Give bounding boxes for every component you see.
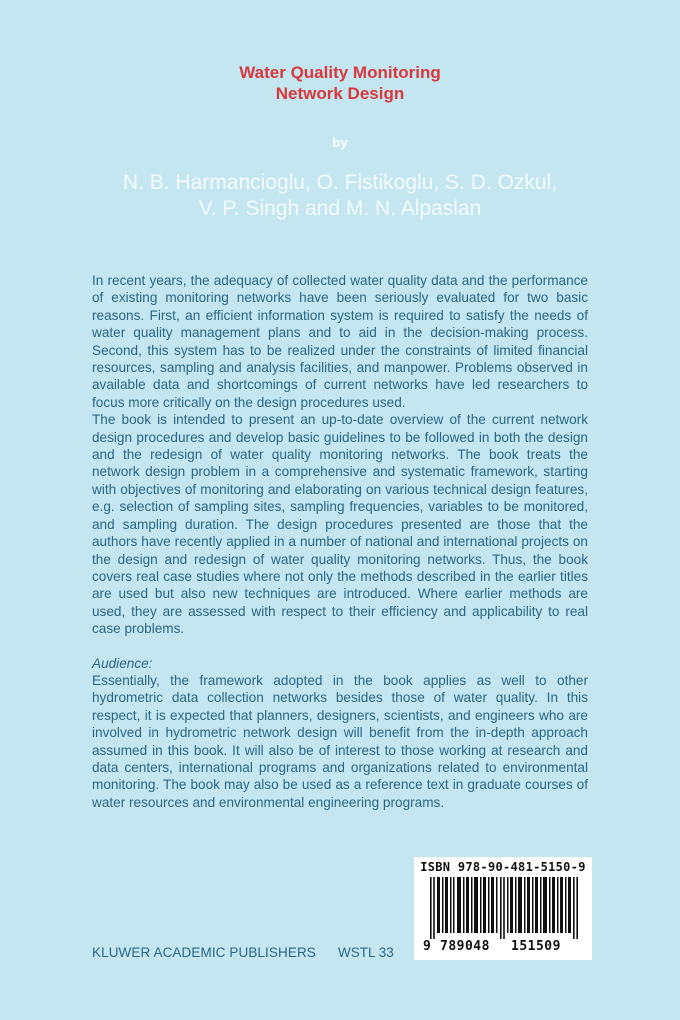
authors-line-1: N. B. Harmancioglu, O. Fistikoglu, S. D. Ozkul, bbox=[122, 171, 558, 194]
book-description bbox=[92, 272, 588, 811]
isbn-barcode bbox=[414, 857, 592, 960]
book-title bbox=[0, 62, 680, 104]
description-paragraph-1: In recent years, the adequacy of collected water quality data and the performance of existing monitoring networks have been seriously evaluated for two basic reasons. First, an efficient information system is required to satisfy the needs of water quality management plans and to aid in the decision-making process. Second, this system has to be realized under the constraints of limited financial resources, sampling and analysis facilities, and manpower. Problems observed in available data and shortcomings of current networks have led researchers to focus more critically on the design procedures used. bbox=[92, 273, 588, 410]
by-label: by bbox=[332, 135, 348, 150]
isbn-label: ISBN 978-90-481-5150-9 bbox=[420, 860, 586, 874]
title-line-1: Water Quality Monitoring bbox=[239, 63, 441, 82]
ean-first-digit: 9 bbox=[423, 939, 431, 954]
barcode-bars-icon bbox=[430, 877, 580, 939]
series-label: WSTL 33 bbox=[338, 945, 394, 960]
audience-paragraph: Essentially, the framework adopted in the book applies as well to other hydrometric data collection networks besides those of water quality. In this respect, it is expected that planners, designers, scientists, and engineers who are involved in hydrometric network design will benefit from the in-depth approach assumed in this book. It will also be of interest to those working at research and data centers, international programs and organizations related to environmental monitoring. The book may also be used as a reference text in graduate courses of water resources and environmental engineering programs. bbox=[92, 672, 588, 810]
audience-label: Audience: bbox=[92, 655, 153, 671]
authors-line-2: V. P. Singh and M. N. Alpaslan bbox=[198, 197, 482, 220]
description-paragraph-2: The book is intended to present an up-to-date overview of the current network design procedures and develop basic guidelines to be followed in both the design and the redesign of water quality monitoring networks. The book treats the network design problem in a comprehensive and systematic framework, starting with objectives of monitoring and elaborating on various technical design features, e.g. selection of sampling sites, sampling frequencies, variables to be monitored, and sampling duration. The design procedures presented are those that the authors have recently applied in a number of national and international projects on the design and redesign of water quality monitoring networks. Thus, the book covers real case studies where not only the methods described in the earlier titles are used but also new techniques are introduced. Where earlier methods are used, they are assessed with respect to their efficiency and applicability to real case problems. bbox=[92, 412, 588, 637]
ean-right-group: 151509 bbox=[511, 939, 561, 954]
publisher-name: KLUWER ACADEMIC PUBLISHERS bbox=[92, 945, 316, 960]
title-line-2: Network Design bbox=[275, 84, 405, 103]
authors bbox=[0, 170, 680, 222]
ean-left-group: 789048 bbox=[440, 939, 490, 954]
paragraph-gap bbox=[92, 638, 588, 655]
